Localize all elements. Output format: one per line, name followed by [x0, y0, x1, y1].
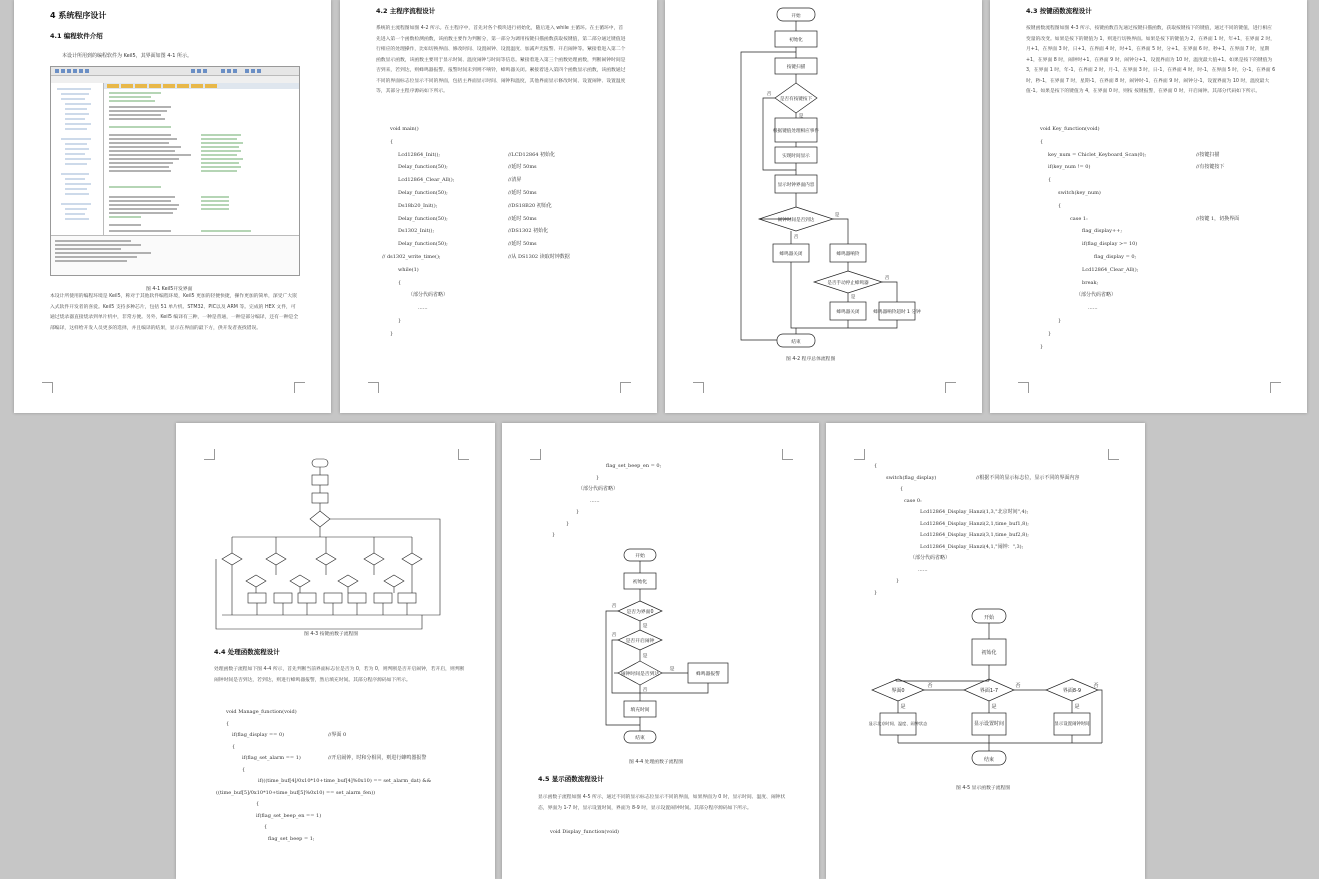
- chapter-heading: 4 系统程序设计: [50, 11, 107, 20]
- code-line: Ds1302_Init();: [398, 228, 435, 235]
- code-line: （部分代码省略）: [578, 486, 619, 492]
- node-alarm-decision: 闹钟时间是否到达: [777, 218, 815, 223]
- node-init: 初始化: [789, 38, 803, 43]
- label-no: 否: [1015, 683, 1021, 689]
- code-line: （部分代码省略）: [408, 292, 449, 299]
- node-start: 开始: [983, 615, 995, 621]
- code-line: Lcd12864_Clear_All();: [398, 177, 455, 184]
- code-line: ......: [418, 305, 428, 312]
- page-corner-mark: [945, 382, 956, 393]
- code-comment: //延时 50ms: [508, 241, 537, 248]
- node-auto: 蜂鸣器响铃超时 1 分钟: [873, 310, 921, 315]
- label-yes: 是: [669, 667, 675, 672]
- section-heading: 4.3 按键函数流程设计: [1026, 7, 1092, 15]
- node-start: 开始: [635, 554, 645, 559]
- code-line: ......: [918, 566, 928, 573]
- code-line: if(flag_set_alarm == 1): [242, 755, 301, 761]
- page-corner-mark: [1108, 449, 1119, 460]
- node-time-decision: 闹钟时间是否到达: [620, 672, 660, 677]
- section-heading: 4.5 显示函数流程设计: [538, 775, 604, 783]
- label-yes: 是: [798, 114, 804, 119]
- code-line: ......: [1088, 305, 1098, 312]
- document-page-1: [14, 0, 331, 413]
- code-comment: //LCD12864 初始化: [508, 151, 556, 158]
- node-show-set-alarm: 显示设置闹钟时间: [1054, 722, 1090, 727]
- code-comment: //延时 50ms: [508, 190, 537, 196]
- code-comment: //延时 50ms: [508, 164, 537, 171]
- code-line: Lcd12864_Display_Hanzi(1,3,"北京时间",4);: [920, 509, 1029, 515]
- node-process: 根据键值处理相应事件: [773, 129, 819, 134]
- code-line: Delay_function(50);: [398, 190, 448, 196]
- page-corner-mark: [1270, 382, 1281, 393]
- body-paragraph: 系统的主流程图如图 4-2 所示。在主程序中，首先对各个模块进行初始化，随后进入 while 主循环。在主循环中，首先进入第一个函数检测函数，该函数主要作为判断分，第一部分为调用按键扫描函数获取按键值，第二部分通过键值进行相应的处理操作，比如切换界面、修改时间、设置闹钟、设置温度、加减声光报警、开启闹钟等。紧接着进入第二个函数显示函数，该函数主要用于显示时间、温度闹钟与时间等信息。紧接着进入第三个函数处理函数，判断闹钟时间是否到来，若到达，则蜂鸣器报警。报警时间未到则不响铃，蜂鸣器关闭。紧接着进入第四个函数显示函数，该函数通过不同的界面标志位显示不同的界面，包括主界面显示时间、闹钟和温度，其他界面显示修改时间、设置闹钟、设置温度等，其部分主程序源码如下所示。: [376, 26, 626, 94]
- node-clock: 显示时钟界面内容: [777, 183, 815, 188]
- node-beep-on: 蜂鸣器响铃: [836, 252, 860, 257]
- code-line: Lcd12864_Display_Hanzi(3,1,time_buf2,8);: [920, 532, 1029, 538]
- code-line: {: [264, 824, 268, 830]
- document-page-2: [340, 0, 657, 413]
- code-line: }: [566, 520, 570, 527]
- intro-text: 本设计所用到的编程软件为 Keil5，其界面如图 4-1 所示。: [62, 53, 193, 59]
- section-heading: 4.2 主程序流程设计: [376, 7, 436, 15]
- label-yes: 是: [642, 624, 648, 629]
- code-line: }: [390, 330, 394, 337]
- code-comment: //按键扫描: [1196, 151, 1220, 158]
- label-no: 否: [642, 688, 648, 693]
- code-comment: //界面 0: [328, 732, 347, 738]
- page-corner-mark: [854, 449, 865, 460]
- node-beep: 蜂鸣器报警: [696, 672, 720, 677]
- label-yes: 是: [834, 213, 840, 218]
- code-line: }: [398, 318, 402, 324]
- code-line: }: [552, 532, 556, 538]
- code-comment: //延时 50ms: [508, 215, 537, 222]
- code-line: flag_display = 0;: [1094, 254, 1137, 260]
- code-comment: //按键 1，切换界面: [1196, 215, 1240, 222]
- code-comment: //DS1302 初始化: [508, 228, 549, 235]
- code-line: {: [226, 720, 230, 727]
- code-comment: //DS18B20 初始化: [508, 202, 552, 209]
- document-page-5: [176, 423, 495, 879]
- body-paragraph: 显示函数子流程如图 4-5 所示，通过不同的显示标志位显示不同的界面，如果界面为 0 时，显示时间、温度、闹钟状态，界面为 1-7 时，显示设置时间，界面为 8-9 时，显示设置闹钟时间。其部分程序源码如下所示。: [538, 795, 786, 811]
- page-corner-mark: [368, 382, 379, 393]
- code-line: flag_set_beep_en = 0;: [606, 463, 662, 469]
- node-page-decision: 是否为界面0: [626, 610, 654, 615]
- code-line: void Manage_function(void): [226, 709, 297, 715]
- code-line: {: [1040, 138, 1044, 145]
- code-line: {: [1048, 177, 1052, 184]
- code-line: Ds18b20_Init();: [398, 202, 438, 209]
- node-end: 结束: [791, 340, 801, 345]
- label-no: 否: [766, 92, 772, 97]
- code-comment: //开启闹钟，时和分相同，则进行蜂鸣器报警: [328, 755, 427, 761]
- section-heading: 4.1 编程软件介绍: [50, 32, 103, 40]
- code-line: }: [1040, 343, 1044, 350]
- code-line: {: [242, 766, 246, 773]
- label-yes: 是: [1074, 704, 1080, 710]
- node-init: 初始化: [632, 580, 648, 585]
- node-start: 开始: [791, 14, 801, 19]
- label-no: 否: [927, 683, 933, 689]
- body-paragraph: 处理函数子流程如下图 4-4 所示，首先判断当前界面标志位是否为 0，若为 0，则判断是否开启闹钟，若开启，则判断闹钟时间是否到达，若到达，则进行蜂鸣器报警，然后填充时间。其部分程序源码如下所示。: [214, 667, 465, 683]
- label-no: 否: [611, 604, 617, 609]
- node-alarm-decision: 是否开启闹钟: [625, 639, 655, 644]
- code-line: Lcd12864_Init();: [398, 151, 441, 158]
- code-line: {: [398, 279, 402, 286]
- code-line: void Key_function(void): [1040, 126, 1100, 132]
- label-no: 否: [793, 235, 799, 240]
- label-yes: 是: [900, 704, 906, 710]
- code-line: Delay_function(50);: [398, 241, 448, 248]
- code-line: break;: [1082, 279, 1099, 286]
- node-init: 初始化: [981, 650, 997, 656]
- label-yes: 是: [991, 704, 997, 710]
- document-page-4: [990, 0, 1307, 413]
- code-line: Lcd12864_Clear_All();: [1082, 266, 1139, 273]
- code-line: flag_display++;: [1082, 228, 1123, 235]
- key-flowchart: [176, 453, 495, 653]
- page-corner-mark: [42, 382, 53, 393]
- code-line: // ds1302_write_time();: [382, 254, 441, 260]
- figure-caption: 图 4-3 按键函数子流程图: [304, 632, 359, 637]
- code-line: }: [874, 589, 878, 596]
- code-comment: //有按键按下: [1196, 164, 1225, 171]
- display-flowchart: [826, 607, 1145, 797]
- code-line: key_num = Chiclet_Keyboard_Scan(0);: [1048, 151, 1147, 158]
- document-page-7: [826, 423, 1145, 879]
- code-line: while(1): [398, 266, 419, 273]
- body-paragraph: 按键函数流程图如图 4-3 所示，按键函数首先通过按键扫描函数，获取按键按下的键值，通过不同的键值，进行相应变量的改变。如果是按下的键值为 1，则进行切换界面。如果是按下的键值为 2，在界面 1 时，年+1，在界面 2 时，月+1，在界面 3 时，日+1，在界面 4 时，时+1，在界面 5 时，分+1，在界面 6 时，秒+1，在界面 7 时，星期+1，在界面 8 时，闹钟时+1，在界面 9 时，闹钟分+1，设置界面为 10 时，温度最大值+1。如果是按下的键值为 3，在界面 1 时，年-1，在界面 2 时，月-1，在界面 3 时，日-1，在界面 4 时，时-1，在界面 5 时，分-1，在界面 6 时，秒-1，在界面 7 时，星期-1，在界面 8 时，闹钟时-1，在界面 9 时，闹钟分-1，设置界面为 10 时，温度最大值-1。如果是按下的键值为 4，在界面 0 时，则按 按键报警，在界面 0 时，开启闹钟。其部分代码如下所示。: [1026, 26, 1276, 94]
- code-line: switch(key_num): [1058, 190, 1101, 196]
- code-line: ((time_buf[5]/0x10*10+time_buf[5]%0x10) == set_alarm_fen)): [216, 789, 376, 796]
- code-line: if(flag_display >= 10): [1082, 241, 1138, 248]
- code-line: {: [232, 743, 236, 750]
- code-line: Lcd12864_Display_Hanzi(2,1,time_buf1,8);: [920, 520, 1029, 527]
- node-end: 结束: [635, 736, 645, 741]
- page-corner-mark: [693, 382, 704, 393]
- figure-caption: 图 4-1 Keil5开发界面: [146, 287, 193, 292]
- figure-caption: 图 4-2 程序总体流程图: [786, 357, 836, 362]
- code-line: Delay_function(50);: [398, 164, 448, 171]
- node-stop-decision: 是否手动停止蜂鸣器: [827, 281, 869, 286]
- code-line: {: [390, 138, 394, 145]
- label-yes: 是: [642, 654, 648, 659]
- code-comment: //从 DS1302 读取时钟数据: [508, 254, 570, 260]
- label-no: 否: [611, 633, 617, 638]
- code-line: （部分代码省略）: [910, 555, 951, 561]
- node-show-set-time: 显示设置时间: [973, 721, 1005, 727]
- code-line: }: [596, 474, 600, 481]
- code-line: （部分代码省略）: [1076, 292, 1117, 299]
- code-line: flag_set_beep = 1;: [268, 835, 315, 842]
- code-line: {: [874, 463, 878, 469]
- code-line: case 0:: [904, 497, 922, 504]
- code-line: switch(flag_display): [886, 474, 937, 481]
- document-page-6: [502, 423, 819, 879]
- label-no: 否: [884, 276, 890, 281]
- code-comment: //清屏: [508, 177, 522, 184]
- code-line: if(flag_set_beep_en == 1): [256, 812, 322, 819]
- body-paragraph: 本设计所使用的编程环境是 Keil5，称对于其他软件编程环境，Keil5 更加的轻便快捷，操作更加的简单，深受广大嵌入式软件开发者的喜爱。Keil5 支持多种芯片，包括 51 单片机、STM32、PIC以及 ARM 等。完成的 HEX 文件，可通过烧录器直接烧录到单片机中，非常方便。另外，Keil5 编译有三种，一种是普通，一种是部分编译，还有一种是全部编译，这样给开发人员更多的选择，并且编译的结果，显示在界面的最下方，供开发者查找错误。: [50, 294, 299, 331]
- node-key-decision: 是否有按键按下: [779, 97, 813, 102]
- figure-caption: 图 4-5 显示函数子流程图: [956, 786, 1011, 791]
- code-line: if(((time_buf[4]/0x10*10+time_buf[4]%0x10) == set_alarm_dat) &&: [258, 778, 432, 784]
- node-page0-decision: 界面0: [891, 688, 905, 694]
- node-display-time: 实现时间显示: [782, 154, 810, 159]
- code-line: void Display_function(void): [550, 829, 619, 835]
- node-show-main: 显示北京时间、温度、闹钟状态: [868, 721, 928, 726]
- code-line: Delay_function(50);: [398, 215, 448, 222]
- code-line: }: [896, 578, 900, 584]
- code-line: if(flag_display == 0): [232, 732, 285, 738]
- code-line: }: [576, 509, 580, 515]
- code-line: {: [1058, 202, 1062, 209]
- main-flowchart: [665, 0, 982, 360]
- section-heading: 4.4 处理函数流程设计: [214, 648, 280, 656]
- page-corner-mark: [294, 382, 305, 393]
- process-flowchart: [502, 543, 819, 773]
- document-page-3: [665, 0, 982, 413]
- code-line: {: [900, 486, 904, 492]
- code-line: if(key_num != 0): [1048, 164, 1091, 171]
- code-line: }: [1058, 318, 1062, 324]
- code-line: {: [256, 801, 260, 807]
- code-line: ......: [590, 497, 600, 504]
- node-stop: 蜂鸣器关闭: [836, 310, 860, 315]
- figure-caption: 图 4-4 处理函数子流程图: [629, 760, 684, 765]
- code-line: Lcd12864_Display_Hanzi(4,1,"闹钟：",3);: [920, 543, 1024, 550]
- node-fill-time: 填充时间: [630, 708, 650, 713]
- page-corner-mark: [530, 449, 541, 460]
- code-line: void main(): [390, 126, 419, 132]
- node-beep-off: 蜂鸣器关闭: [779, 252, 803, 257]
- code-line: case 1:: [1070, 215, 1088, 222]
- label-no: 否: [1093, 683, 1099, 689]
- page-corner-mark: [782, 449, 793, 460]
- node-end: 结束: [983, 757, 995, 763]
- code-comment: //根据不同的显示标志位，显示不同的界面内容: [976, 474, 1080, 481]
- node-page1-7-decision: 界面1-7: [979, 688, 999, 694]
- node-page8-9-decision: 界面8-9: [1062, 688, 1082, 694]
- page-corner-mark: [1018, 382, 1029, 393]
- node-scan: 按键扫描: [786, 65, 806, 70]
- label-yes: 是: [850, 295, 856, 300]
- keil5-screenshot: [50, 66, 300, 276]
- code-line: }: [1048, 330, 1052, 337]
- page-corner-mark: [620, 382, 631, 393]
